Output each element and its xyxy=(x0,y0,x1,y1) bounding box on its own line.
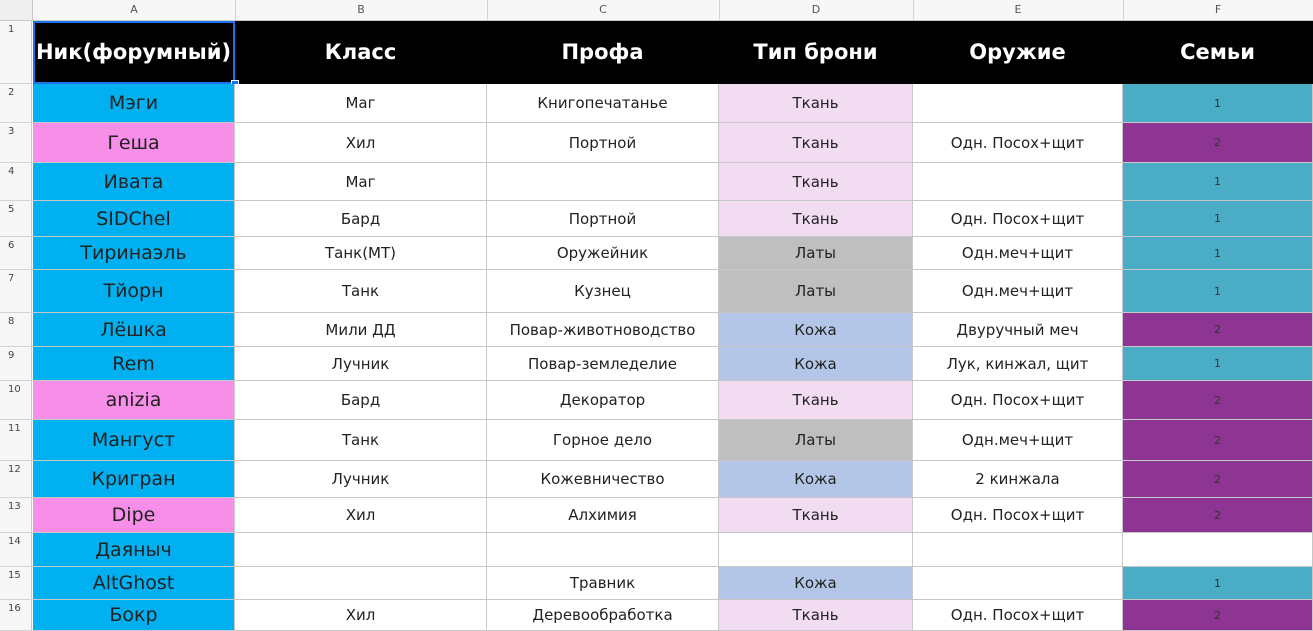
cell-armor-type[interactable]: Латы xyxy=(719,270,913,313)
cell-nick[interactable]: SIDChel xyxy=(33,201,235,237)
header-cell-weapon[interactable]: Оружие xyxy=(913,21,1123,84)
cell-profession[interactable]: Декоратор xyxy=(487,381,719,420)
cell-class[interactable] xyxy=(235,533,487,567)
cell-profession[interactable]: Книгопечатанье xyxy=(487,84,719,123)
row-header[interactable]: 7 xyxy=(0,270,32,313)
cell-nick[interactable]: Кригран xyxy=(33,461,235,498)
column-header-d[interactable]: D xyxy=(719,0,914,20)
cell-armor-type[interactable]: Ткань xyxy=(719,163,913,201)
cell-armor-type[interactable]: Кожа xyxy=(719,347,913,381)
column-header-e[interactable]: E xyxy=(913,0,1124,20)
cell-class[interactable]: Танк xyxy=(235,420,487,461)
cell-weapon[interactable]: Одн. Посох+щит xyxy=(913,381,1123,420)
cell-family[interactable]: 2 xyxy=(1123,461,1313,498)
cell-family[interactable]: 1 xyxy=(1123,201,1313,237)
cell-weapon[interactable] xyxy=(913,567,1123,600)
cell-armor-type[interactable] xyxy=(719,533,913,567)
cell-nick[interactable]: Лёшка xyxy=(33,313,235,347)
cell-profession[interactable] xyxy=(487,163,719,201)
cell-armor-type[interactable]: Ткань xyxy=(719,84,913,123)
row-header[interactable]: 12 xyxy=(0,461,32,498)
cell-weapon[interactable]: Одн. Посох+щит xyxy=(913,600,1123,631)
row-header[interactable]: 4 xyxy=(0,163,32,201)
cell-weapon[interactable]: Одн.меч+щит xyxy=(913,420,1123,461)
cell-weapon[interactable]: Одн. Посох+щит xyxy=(913,201,1123,237)
row-header[interactable]: 8 xyxy=(0,313,32,347)
cell-class[interactable] xyxy=(235,567,487,600)
cell-family[interactable]: 1 xyxy=(1123,270,1313,313)
cell-family[interactable]: 1 xyxy=(1123,84,1313,123)
header-cell-class[interactable]: Класс xyxy=(235,21,487,84)
cell-class[interactable]: Мили ДД xyxy=(235,313,487,347)
cell-weapon[interactable]: 2 кинжала xyxy=(913,461,1123,498)
row-header[interactable]: 1 xyxy=(0,21,32,84)
cell-armor-type[interactable]: Ткань xyxy=(719,381,913,420)
cell-armor-type[interactable]: Кожа xyxy=(719,567,913,600)
select-all-corner[interactable] xyxy=(0,0,33,20)
cell-class[interactable]: Бард xyxy=(235,381,487,420)
cell-family[interactable]: 2 xyxy=(1123,123,1313,163)
cell-profession[interactable]: Повар-животноводство xyxy=(487,313,719,347)
cell-class[interactable]: Маг xyxy=(235,163,487,201)
row-header[interactable]: 16 xyxy=(0,600,32,631)
cell-nick[interactable]: Тйорн xyxy=(33,270,235,313)
cell-profession[interactable]: Горное дело xyxy=(487,420,719,461)
cell-weapon[interactable]: Двуручный меч xyxy=(913,313,1123,347)
cell-armor-type[interactable]: Латы xyxy=(719,420,913,461)
row-header[interactable]: 5 xyxy=(0,201,32,237)
cell-class[interactable]: Хил xyxy=(235,123,487,163)
cell-class[interactable]: Танк(МТ) xyxy=(235,237,487,270)
cell-nick[interactable]: Мэги xyxy=(33,84,235,123)
cell-class[interactable]: Лучник xyxy=(235,347,487,381)
cell-profession[interactable] xyxy=(487,533,719,567)
cell-profession[interactable]: Портной xyxy=(487,123,719,163)
cell-armor-type[interactable]: Латы xyxy=(719,237,913,270)
column-header-b[interactable]: B xyxy=(235,0,488,20)
cell-nick[interactable]: AltGhost xyxy=(33,567,235,600)
cell-profession[interactable]: Деревообработка xyxy=(487,600,719,631)
cell-profession[interactable]: Оружейник xyxy=(487,237,719,270)
cell-weapon[interactable] xyxy=(913,533,1123,567)
cell-profession[interactable]: Портной xyxy=(487,201,719,237)
cell-profession[interactable]: Кузнец xyxy=(487,270,719,313)
header-cell-nick[interactable]: Ник(форумный) xyxy=(33,21,235,84)
cell-class[interactable]: Хил xyxy=(235,600,487,631)
cell-weapon[interactable]: Одн.меч+щит xyxy=(913,270,1123,313)
column-header-a[interactable]: A xyxy=(33,0,236,20)
cell-nick[interactable]: Геша xyxy=(33,123,235,163)
cell-class[interactable]: Маг xyxy=(235,84,487,123)
cell-armor-type[interactable]: Ткань xyxy=(719,201,913,237)
cell-armor-type[interactable]: Ткань xyxy=(719,498,913,533)
cell-class[interactable]: Хил xyxy=(235,498,487,533)
row-header[interactable]: 11 xyxy=(0,420,32,461)
cell-family[interactable]: 2 xyxy=(1123,313,1313,347)
cell-nick[interactable]: Ивата xyxy=(33,163,235,201)
row-header[interactable]: 14 xyxy=(0,533,32,567)
header-cell-armor-type[interactable]: Тип брони xyxy=(719,21,913,84)
cell-armor-type[interactable]: Ткань xyxy=(719,123,913,163)
cell-profession[interactable]: Повар-земледелие xyxy=(487,347,719,381)
row-header[interactable]: 6 xyxy=(0,237,32,270)
row-header[interactable]: 13 xyxy=(0,498,32,533)
cell-family[interactable]: 1 xyxy=(1123,237,1313,270)
row-header[interactable]: 10 xyxy=(0,381,32,420)
cell-weapon[interactable]: Одн. Посох+щит xyxy=(913,123,1123,163)
cell-class[interactable]: Бард xyxy=(235,201,487,237)
cell-family[interactable]: 2 xyxy=(1123,600,1313,631)
cell-family[interactable] xyxy=(1123,533,1313,567)
cell-nick[interactable]: anizia xyxy=(33,381,235,420)
header-cell-profession[interactable]: Профа xyxy=(487,21,719,84)
cell-family[interactable]: 1 xyxy=(1123,567,1313,600)
cell-profession[interactable]: Травник xyxy=(487,567,719,600)
cell-profession[interactable]: Алхимия xyxy=(487,498,719,533)
cell-weapon[interactable] xyxy=(913,163,1123,201)
cell-family[interactable]: 2 xyxy=(1123,420,1313,461)
cell-nick[interactable]: Мангуст xyxy=(33,420,235,461)
cell-weapon[interactable]: Одн. Посох+щит xyxy=(913,498,1123,533)
cell-nick[interactable]: Бокр xyxy=(33,600,235,631)
cell-armor-type[interactable]: Кожа xyxy=(719,313,913,347)
cell-weapon[interactable] xyxy=(913,84,1123,123)
cell-weapon[interactable]: Одн.меч+щит xyxy=(913,237,1123,270)
row-header[interactable]: 9 xyxy=(0,347,32,381)
cell-weapon[interactable]: Лук, кинжал, щит xyxy=(913,347,1123,381)
column-header-c[interactable]: C xyxy=(487,0,720,20)
cell-nick[interactable]: Dipe xyxy=(33,498,235,533)
cell-family[interactable]: 1 xyxy=(1123,163,1313,201)
cell-nick[interactable]: Даяныч xyxy=(33,533,235,567)
cell-family[interactable]: 2 xyxy=(1123,498,1313,533)
cell-family[interactable]: 1 xyxy=(1123,347,1313,381)
cell-armor-type[interactable]: Ткань xyxy=(719,600,913,631)
row-header[interactable]: 2 xyxy=(0,84,32,123)
cell-nick[interactable]: Тиринаэль xyxy=(33,237,235,270)
cell-class[interactable]: Лучник xyxy=(235,461,487,498)
cell-profession[interactable]: Кожевничество xyxy=(487,461,719,498)
row-header[interactable]: 15 xyxy=(0,567,32,600)
column-header-f[interactable]: F xyxy=(1123,0,1313,20)
cell-family[interactable]: 2 xyxy=(1123,381,1313,420)
cell-armor-type[interactable]: Кожа xyxy=(719,461,913,498)
header-cell-family[interactable]: Семьи xyxy=(1123,21,1313,84)
column-header-bar xyxy=(0,0,1313,21)
row-header[interactable]: 3 xyxy=(0,123,32,163)
cell-class[interactable]: Танк xyxy=(235,270,487,313)
cell-nick[interactable]: Rem xyxy=(33,347,235,381)
